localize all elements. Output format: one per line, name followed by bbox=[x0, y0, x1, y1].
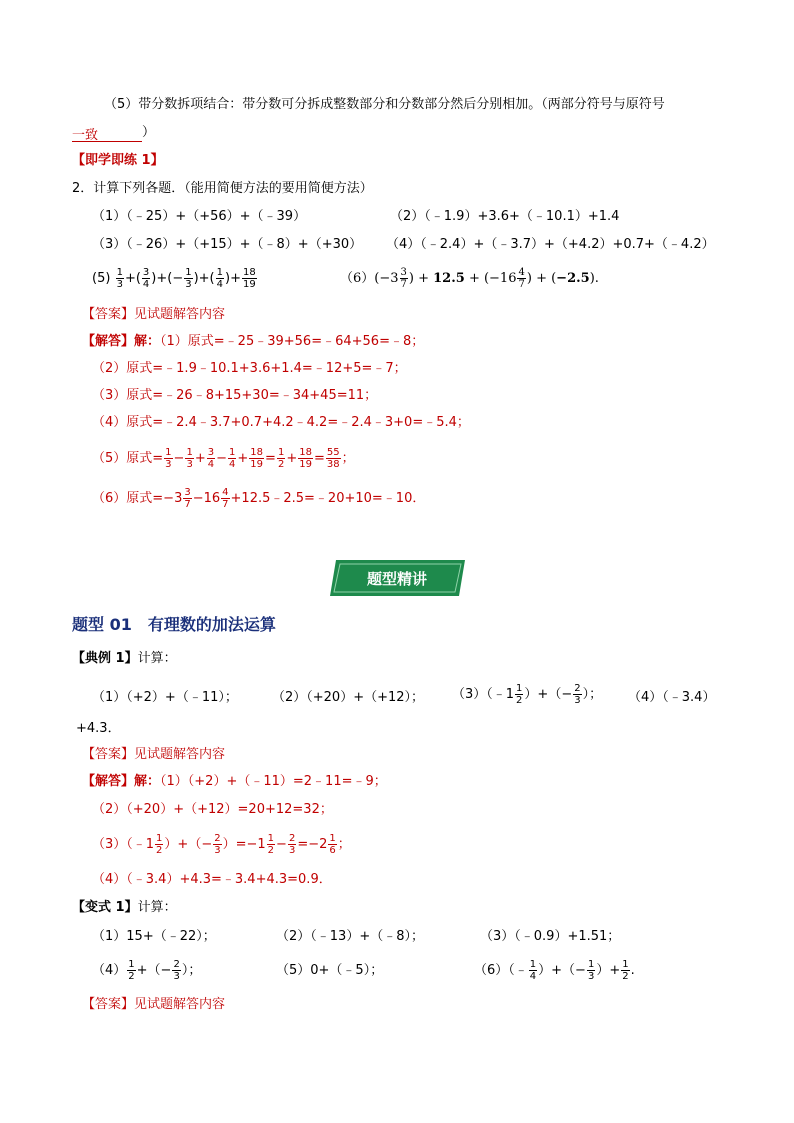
practice-q6: （6）(−3 $\frac{3}{7}$ ) + 12.5 + (−16 $\frac{4}{7}$ ) + (−2.5). bbox=[340, 267, 599, 290]
fill-blank: 一致 bbox=[72, 127, 142, 142]
practice-q1: （1）（﹣25）+（+56）+（﹣39） bbox=[92, 209, 307, 224]
practice-heading: 【即学即练 1】 bbox=[72, 153, 164, 168]
section-banner bbox=[330, 560, 465, 596]
variant-q2: （2）（﹣13）+（﹣8）； bbox=[276, 929, 424, 944]
example-q3: （3）（﹣1 $\frac{1}{2}$ ）+（− $\frac{2}{3}$ ）； bbox=[452, 683, 603, 706]
variant-q6: （6）（﹣ $\frac{1}{4}$ ）+（− $\frac{1}{3}$ ）+ $\frac{1}{2}$ . bbox=[474, 959, 635, 982]
practice-solution-1: 【解答】解：（1）原式=﹣25﹣39+56=﹣64+56=﹣8； bbox=[82, 334, 425, 349]
variant-q1: （1）15+（﹣22）； bbox=[92, 929, 216, 944]
practice-question: 2．计算下列各题．（能用简便方法的要用简便方法） bbox=[72, 181, 373, 196]
example-solution-3: （3）（﹣1 $\frac{1}{2}$ ）+（− $\frac{2}{3}$ ）=−1 $\frac{1}{2}$ − $\frac{2}{3}$ =−2 $\frac{1}{6}$ ； bbox=[92, 833, 351, 856]
example-solution-4: （4）（﹣3.4）+4.3=﹣3.4+4.3=0.9． bbox=[92, 872, 332, 887]
svg-text:题型精讲: 题型精讲 bbox=[366, 570, 428, 588]
practice-solution-2: （2）原式=﹣1.9﹣10.1+3.6+1.4=﹣12+5=﹣7； bbox=[92, 361, 407, 376]
practice-solution-4: （4）原式=﹣2.4﹣3.7+0.7+4.2﹣4.2=﹣2.4﹣3+0=﹣5.4； bbox=[92, 415, 470, 430]
variant-heading: 【变式 1】计算： bbox=[72, 900, 177, 915]
practice-answer: 【答案】见试题解答内容 bbox=[82, 307, 226, 322]
variant-q4: （4） $\frac{1}{2}$ +（− $\frac{2}{3}$ ）； bbox=[92, 959, 202, 982]
practice-q5: (5) $\frac{1}{3}$ +( $\frac{3}{4}$ )+(− $\frac{1}{3}$ )+( $\frac{1}{4}$ )+ $\frac{18}{19}$ bbox=[92, 267, 256, 290]
example-q2: （2）（+20）+（+12）； bbox=[272, 690, 425, 705]
example-solution-1: 【解答】解：（1）（+2）+（﹣11）=2﹣11=﹣9； bbox=[82, 774, 387, 789]
variant-q3: （3）（﹣0.9）+1.51； bbox=[480, 929, 621, 944]
practice-solution-5: （5）原式= $\frac{1}{3}$ − $\frac{1}{3}$ + $\frac{3}{4}$ − $\frac{1}{4}$ + $\frac{18}{19}$ = $\frac{1}{2}$ + $\frac{18}{19}$ = $\frac{55}{38}$ ； bbox=[92, 447, 355, 470]
practice-q3: （3）（﹣26）+（+15）+（﹣8）+（+30） bbox=[92, 237, 363, 252]
practice-solution-3: （3）原式=﹣26﹣8+15+30=﹣34+45=11； bbox=[92, 388, 378, 403]
intro-line-1: （5）带分数拆项结合：带分数可分拆成整数部分和分数部分然后分别相加。（两部分符号与原符号 bbox=[104, 97, 665, 112]
example-heading: 【典例 1】计算： bbox=[72, 651, 177, 666]
variant-q5: （5）0+（﹣5）； bbox=[276, 963, 384, 978]
section-title: 题型 01 有理数的加法运算 bbox=[72, 615, 276, 634]
practice-q4: （4）（﹣2.4）+（﹣3.7）+（+4.2）+0.7+（﹣4.2） bbox=[386, 237, 715, 252]
practice-solution-6: （6）原式=−3 $\frac{3}{7}$ −16 $\frac{4}{7}$ +12.5﹣2.5=﹣20+10=﹣10． bbox=[92, 487, 426, 510]
intro-line-2: 一致 ） bbox=[72, 125, 156, 143]
example-q4-cont: +4.3． bbox=[76, 721, 121, 736]
example-answer: 【答案】见试题解答内容 bbox=[82, 747, 226, 762]
example-solution-2: （2）（+20）+（+12）=20+12=32； bbox=[92, 802, 333, 817]
practice-q2: （2）（﹣1.9）+3.6+（﹣10.1）+1.4 bbox=[390, 209, 620, 224]
example-q1: （1）（+2）+（﹣11）； bbox=[92, 690, 238, 705]
example-q4: （4）（﹣3.4） bbox=[628, 690, 716, 705]
variant-answer: 【答案】见试题解答内容 bbox=[82, 997, 226, 1012]
